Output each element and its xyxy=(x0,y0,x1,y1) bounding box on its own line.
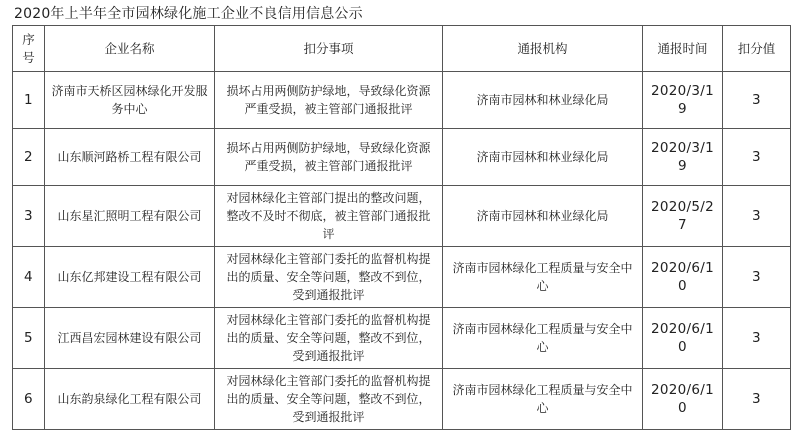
header-company: 企业名称 xyxy=(45,26,215,72)
row-index: 4 xyxy=(13,247,45,308)
row-date: 2020/5/27 xyxy=(643,186,723,247)
table-row xyxy=(13,186,791,247)
row-index: 2 xyxy=(13,129,45,186)
row-date: 2020/6/10 xyxy=(643,247,723,308)
row-date: 2020/6/10 xyxy=(643,369,723,430)
row-company: 山东顺河路桥工程有限公司 xyxy=(45,129,215,186)
row-reason: 对园林绿化主管部门委托的监督机构提出的质量、安全等问题，整改不到位，受到通报批评 xyxy=(215,308,443,369)
table-row xyxy=(13,129,791,186)
row-company: 山东星汇照明工程有限公司 xyxy=(45,186,215,247)
header-reason: 扣分事项 xyxy=(215,26,443,72)
credit-info-table xyxy=(12,25,791,430)
row-points: 3 xyxy=(723,129,791,186)
row-date: 2020/3/19 xyxy=(643,129,723,186)
row-company: 济南市天桥区园林绿化开发服务中心 xyxy=(45,72,215,129)
table-row xyxy=(13,72,791,129)
row-company: 山东韵泉绿化工程有限公司 xyxy=(45,369,215,430)
row-agency: 济南市园林和林业绿化局 xyxy=(443,72,643,129)
row-points: 3 xyxy=(723,186,791,247)
header-date: 通报时间 xyxy=(643,26,723,72)
row-reason: 损坏占用两侧防护绿地，导致绿化资源严重受损，被主管部门通报批评 xyxy=(215,72,443,129)
row-points: 3 xyxy=(723,72,791,129)
table-row xyxy=(13,247,791,308)
row-agency: 济南市园林绿化工程质量与安全中心 xyxy=(443,308,643,369)
row-date: 2020/6/10 xyxy=(643,308,723,369)
row-agency: 济南市园林绿化工程质量与安全中心 xyxy=(443,247,643,308)
row-date: 2020/3/19 xyxy=(643,72,723,129)
row-reason: 对园林绿化主管部门提出的整改问题，整改不及时不彻底，被主管部门通报批评 xyxy=(215,186,443,247)
row-index: 1 xyxy=(13,72,45,129)
row-reason: 损坏占用两侧防护绿地，导致绿化资源严重受损，被主管部门通报批评 xyxy=(215,129,443,186)
row-agency: 济南市园林绿化工程质量与安全中心 xyxy=(443,369,643,430)
table-row xyxy=(13,369,791,430)
row-index: 5 xyxy=(13,308,45,369)
row-reason: 对园林绿化主管部门委托的监督机构提出的质量、安全等问题，整改不到位，受到通报批评 xyxy=(215,247,443,308)
row-agency: 济南市园林和林业绿化局 xyxy=(443,186,643,247)
table-header-row xyxy=(13,26,791,72)
header-index: 序号 xyxy=(13,26,45,72)
header-points: 扣分值 xyxy=(723,26,791,72)
row-index: 6 xyxy=(13,369,45,430)
header-agency: 通报机构 xyxy=(443,26,643,72)
row-agency: 济南市园林和林业绿化局 xyxy=(443,129,643,186)
table-row xyxy=(13,308,791,369)
row-company: 江西昌宏园林建设有限公司 xyxy=(45,308,215,369)
row-points: 3 xyxy=(723,308,791,369)
row-company: 山东亿邦建设工程有限公司 xyxy=(45,247,215,308)
row-reason: 对园林绿化主管部门委托的监督机构提出的质量、安全等问题，整改不到位，受到通报批评 xyxy=(215,369,443,430)
row-points: 3 xyxy=(723,369,791,430)
row-index: 3 xyxy=(13,186,45,247)
row-points: 3 xyxy=(723,247,791,308)
page-title: 2020年上半年全市园林绿化施工企业不良信用信息公示 xyxy=(14,6,363,22)
